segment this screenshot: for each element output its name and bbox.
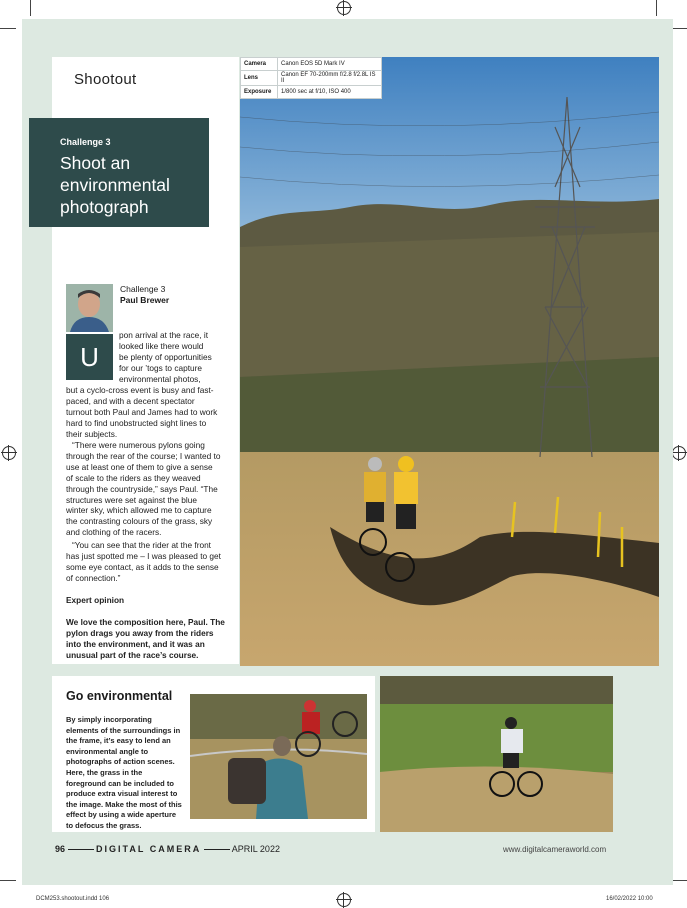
avatar-art [66, 284, 113, 332]
registration-mark-icon [2, 446, 16, 460]
footer-rule [68, 849, 94, 850]
tip-text: By simply incorporating elements of the surroundings in the frame, it’s easy to lend an environmental angle to photographs of action scenes. Here, the grass in the foreground can be included to produce extra visual interest to the image. Make the most of this effect by using a wide aperture to defocus the grass. [66, 715, 182, 830]
photographer-photo [190, 694, 367, 819]
exif-label: Exposure [241, 86, 278, 99]
registration-mark-icon [337, 893, 351, 907]
avatar [66, 284, 113, 332]
exif-table [240, 57, 382, 99]
article-paragraph: “You can see that the rider at the front has just spotted me – I was pleased to get some eye contact, as it adds to the sense of connection.” [66, 540, 221, 583]
intro-line: be plenty of opportunities [119, 351, 212, 362]
registration-mark-icon [672, 446, 686, 460]
magazine-name: DIGITAL CAMERA [96, 844, 202, 854]
exif-row [241, 58, 382, 71]
intro-line: pon arrival at the race, it [119, 330, 209, 340]
challenge-number: Challenge 3 [60, 137, 111, 147]
exif-row [241, 86, 382, 99]
exif-label: Lens [241, 71, 278, 86]
article-paragraph: “There were numerous pylons going through the rear of the course; I wanted to use at least one of them to give a sense of scale to the riders as they weaved through the countryside,” says Paul. “The structures were set against the blue winter sky, which allowed me to capture the contrasting colours of the grass, sky and clothing of the racers. [66, 440, 221, 538]
byline-name: Paul Brewer [120, 295, 170, 305]
section-title: Shootout [74, 71, 137, 88]
intro-line: environmental photos, [119, 373, 201, 384]
expert-heading: Expert opinion [66, 595, 125, 605]
hero-photo-art [240, 57, 659, 666]
hero-photo [240, 57, 659, 666]
byline [120, 284, 169, 306]
page-number: 96 [55, 844, 66, 854]
slug-filename: DCM253.shootout.indd 106 [36, 896, 110, 902]
intro-line: for our ’togs to capture [119, 362, 203, 373]
rider-photo-art [380, 676, 613, 832]
crop-mark [30, 0, 31, 16]
challenge-title: Shoot an environmental photograph [60, 153, 170, 217]
footer-rule [204, 849, 230, 850]
exif-row [241, 71, 382, 86]
slug-datetime: 16/02/2022 10:00 [606, 896, 653, 902]
article-paragraph: but a cyclo-cross event is busy and fast-paced, and with a decent spectator turnout both Paul and James had to work hard to find unobstructed sight lines to their subjects. [66, 385, 218, 439]
crop-mark [671, 880, 687, 881]
challenge-box [29, 118, 209, 227]
exif-label: Camera [241, 58, 278, 71]
issue-date: APRIL 2022 [231, 844, 280, 854]
tip-heading: Go environmental [66, 689, 173, 703]
intro-line: looked like there would [119, 340, 204, 351]
footer-masthead [55, 844, 280, 854]
photographer-photo-art [190, 694, 367, 819]
rider-photo [380, 676, 613, 832]
drop-cap: U [66, 334, 113, 380]
registration-mark-icon [337, 1, 351, 15]
crop-mark [671, 28, 687, 29]
exif-value: 1/800 sec at f/10, ISO 400 [278, 86, 382, 99]
exif-value: Canon EOS 5D Mark IV [278, 58, 382, 71]
crop-mark [0, 28, 16, 29]
exif-value: Canon EF 70-200mm f/2.8 f/2.8L IS II [278, 71, 382, 86]
footer-url: www.digitalcameraworld.com [503, 845, 607, 854]
byline-challenge: Challenge 3 [120, 284, 166, 294]
crop-mark [656, 0, 657, 16]
article-intro [119, 330, 221, 385]
crop-mark [0, 880, 16, 881]
expert-text: We love the composition here, Paul. The pylon drags you away from the riders into the environment, and it was an unusual part of the race’s course. [66, 617, 225, 660]
